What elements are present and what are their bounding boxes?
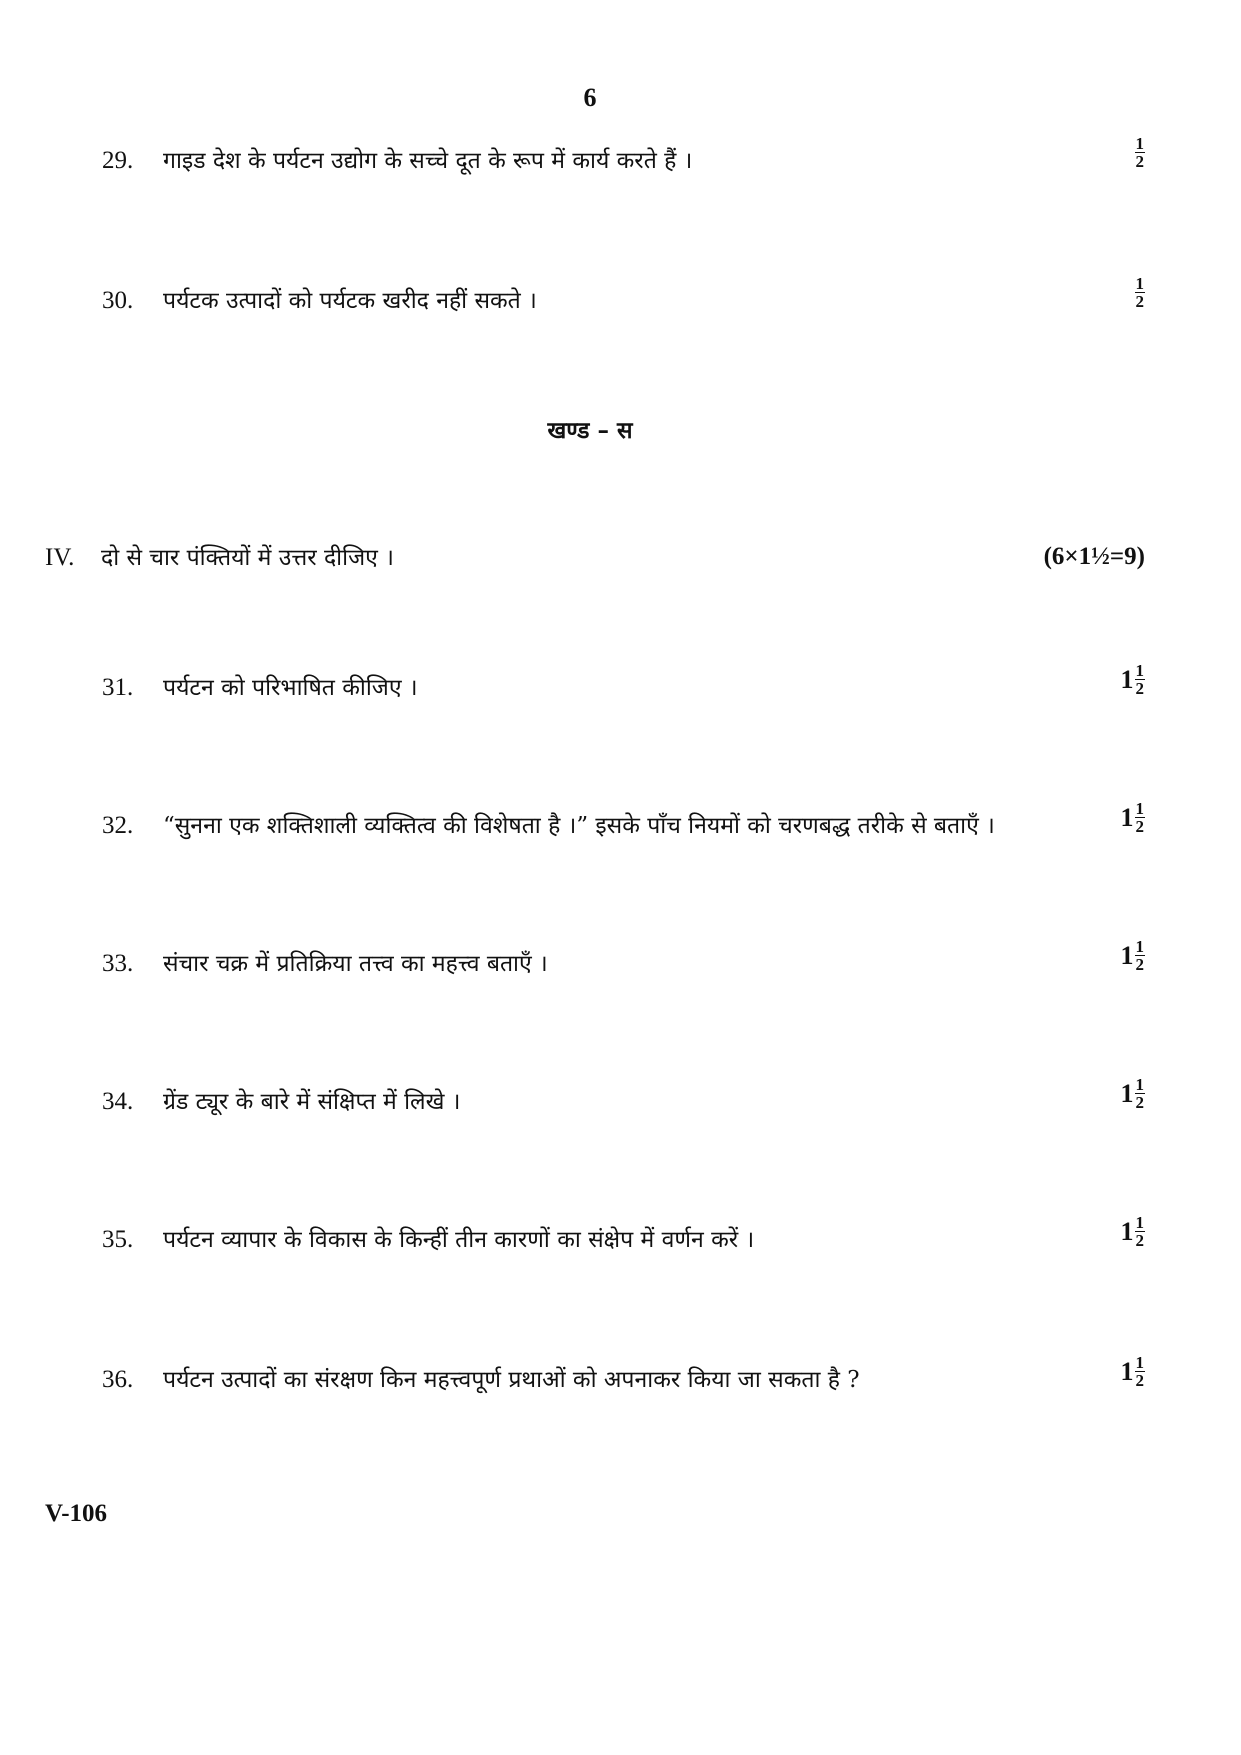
question-row xyxy=(0,274,1241,323)
question-row xyxy=(0,661,1241,710)
question-marks xyxy=(1121,938,1146,973)
marks-fraction xyxy=(1135,135,1146,170)
question-row xyxy=(0,1075,1241,1124)
fraction-denominator: 2 xyxy=(1135,817,1144,836)
question-number: 35. xyxy=(102,1226,134,1253)
paper-code: V-106 xyxy=(45,1500,108,1527)
marks-fraction xyxy=(1135,1076,1146,1111)
fraction-numerator: 1 xyxy=(1135,1353,1144,1372)
page-number: 6 xyxy=(583,83,597,112)
section-marks: (6×1½=9) xyxy=(1043,543,1145,570)
question-row xyxy=(0,799,1241,848)
fraction-numerator: 1 xyxy=(1135,1213,1144,1232)
marks-whole: 1 xyxy=(1120,664,1134,694)
marks-whole: 1 xyxy=(1120,1078,1134,1108)
question-number: 36. xyxy=(102,1366,134,1393)
question-number: 30. xyxy=(102,287,134,314)
question-number: 34. xyxy=(102,1088,134,1115)
section-heading: खण्ड – स xyxy=(547,417,633,444)
question-row xyxy=(0,1353,1241,1402)
fraction-denominator: 2 xyxy=(1135,679,1144,698)
fraction-denominator: 2 xyxy=(1135,292,1144,311)
question-text: “सुनना एक शक्तिशाली व्यक्तित्व की विशेषता है ।” इसके पाँच नियमों को चरणबद्ध तरीके से बताएँ । xyxy=(163,813,995,839)
question-number: 31. xyxy=(102,674,134,701)
question-text: पर्यटन को परिभाषित कीजिए । xyxy=(163,675,418,701)
question-text: पर्यटक उत्पादों को पर्यटक खरीद नहीं सकते । xyxy=(163,288,537,314)
question-marks xyxy=(1121,1354,1146,1389)
marks-whole: 1 xyxy=(1120,940,1134,970)
marks-fraction xyxy=(1135,938,1146,973)
question-text: पर्यटन उत्पादों का संरक्षण किन महत्त्वपूर्ण प्रथाओं को अपनाकर किया जा सकता है ? xyxy=(163,1367,860,1393)
question-row xyxy=(0,937,1241,986)
question-text: संचार चक्र में प्रतिक्रिया तत्त्व का महत्त्व बताएँ । xyxy=(163,951,548,977)
question-text: गाइड देश के पर्यटन उद्योग के सच्चे दूत के रूप में कार्य करते हैं । xyxy=(163,148,693,174)
section-number: IV. xyxy=(45,544,75,571)
question-marks xyxy=(1121,1214,1146,1249)
question-number: 32. xyxy=(102,812,134,839)
marks-fraction xyxy=(1135,1354,1146,1389)
section-instruction-row xyxy=(0,540,1241,580)
marks-fraction xyxy=(1135,800,1146,835)
question-marks xyxy=(1121,1076,1146,1111)
question-marks xyxy=(1135,275,1146,310)
question-text: पर्यटन व्यापार के विकास के किन्हीं तीन कारणों का संक्षेप में वर्णन करें । xyxy=(163,1227,755,1253)
question-marks xyxy=(1135,135,1146,170)
fraction-denominator: 2 xyxy=(1135,955,1144,974)
fraction-numerator: 1 xyxy=(1135,661,1144,680)
fraction-numerator: 1 xyxy=(1135,937,1144,956)
marks-fraction xyxy=(1135,1214,1146,1249)
marks-whole: 1 xyxy=(1120,802,1134,832)
fraction-numerator: 1 xyxy=(1135,1075,1144,1094)
fraction-numerator: 1 xyxy=(1135,134,1144,153)
section-instruction: दो से चार पंक्तियों में उत्तर दीजिए । xyxy=(101,545,394,571)
fraction-numerator: 1 xyxy=(1135,799,1144,818)
fraction-denominator: 2 xyxy=(1135,1371,1144,1390)
question-number: 29. xyxy=(102,147,134,174)
fraction-numerator: 1 xyxy=(1135,274,1144,293)
fraction-denominator: 2 xyxy=(1135,1093,1144,1112)
question-number: 33. xyxy=(102,950,134,977)
marks-whole: 1 xyxy=(1120,1356,1134,1386)
question-row xyxy=(0,134,1241,183)
marks-fraction xyxy=(1135,275,1146,310)
fraction-denominator: 2 xyxy=(1135,1231,1144,1250)
marks-fraction xyxy=(1135,662,1146,697)
question-text: ग्रेंड ट्यूर के बारे में संक्षिप्त में लिखे । xyxy=(163,1089,461,1115)
marks-whole: 1 xyxy=(1120,1216,1134,1246)
question-marks xyxy=(1121,662,1146,697)
question-row xyxy=(0,1213,1241,1262)
question-marks xyxy=(1121,800,1146,835)
fraction-denominator: 2 xyxy=(1135,152,1144,171)
